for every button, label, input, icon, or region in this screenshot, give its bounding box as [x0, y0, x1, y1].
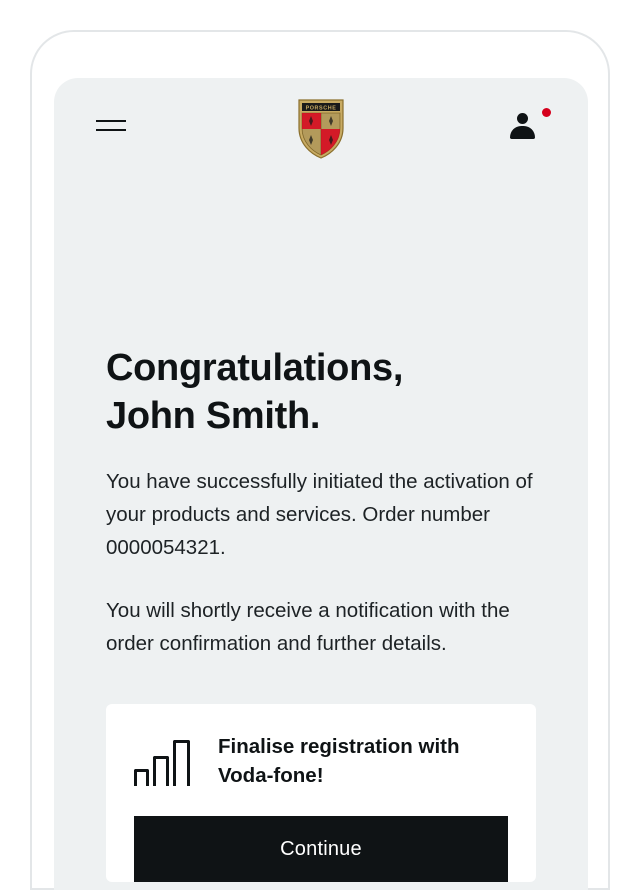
confirmation-paragraph-2: You will shortly receive a notification with the order confirmation and further details.	[106, 599, 510, 656]
notification-dot	[542, 108, 551, 117]
menu-bar	[96, 120, 126, 122]
avatar-head	[517, 113, 528, 124]
menu-bar	[96, 129, 126, 131]
page-title-line-1: Congratulations,	[106, 347, 404, 389]
account-person-icon	[510, 113, 536, 139]
promo-card-row	[134, 730, 508, 790]
signal-bar-2	[153, 756, 169, 786]
signal-bar-3	[173, 740, 190, 786]
main-content	[54, 344, 588, 882]
promo-card-heading: Finalise registration with Voda-fone!	[218, 735, 460, 788]
phone-screen	[54, 78, 588, 890]
app-bar	[54, 78, 588, 174]
hamburger-menu-icon[interactable]	[96, 112, 132, 140]
page-title	[106, 344, 536, 440]
promo-card	[106, 704, 536, 882]
account-button[interactable]	[508, 108, 548, 144]
porsche-crest-logo[interactable]	[297, 98, 345, 160]
phone-frame	[30, 30, 610, 890]
signal-bar-1	[134, 769, 149, 786]
page-title-line-2: John Smith.	[106, 395, 321, 437]
avatar-body	[510, 126, 535, 139]
signal-bars-icon	[134, 736, 196, 786]
svg-text:PORSCHE: PORSCHE	[305, 105, 337, 112]
confirmation-paragraph-1: You have successfully initiated the activation of your products and services. Order number 0000054321.	[106, 470, 533, 560]
continue-button[interactable]: Continue	[134, 816, 508, 882]
